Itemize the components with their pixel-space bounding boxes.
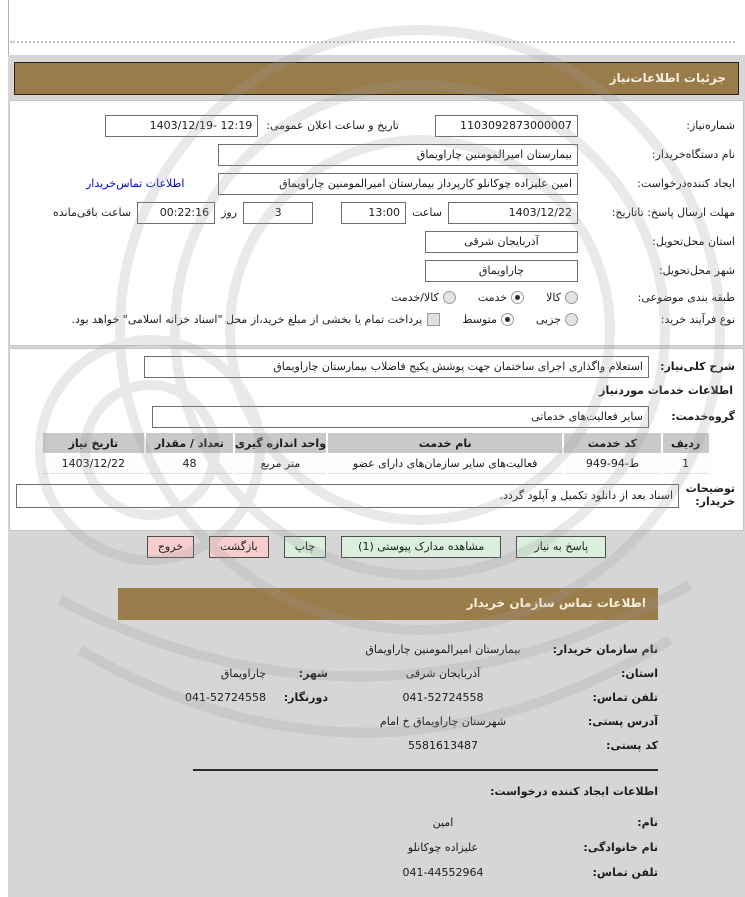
phone-fax-row [118,685,658,709]
radio-partial[interactable] [565,313,578,326]
buyer-contact-link[interactable]: اطلاعات تماس‌خریدار [86,177,185,190]
first-name-value: امین [432,816,454,829]
remaining-time-field: 00:22:16 [137,202,215,224]
service-group-label: گروه‌خدمت: [671,410,735,423]
cell-name: فعالیت‌های سایر سازمان‌های دارای عضو [328,454,562,474]
back-button[interactable]: بازگشت [209,536,269,558]
contact-province-label: استان: [621,666,658,680]
col-amount: تعداد / مقدار [146,433,232,453]
treasury-docs-label: پرداخت تمام یا بخشی از مبلغ خرید،از محل "اسناد خزانه اسلامی" خواهد بود. [71,312,423,326]
delivery-city-field[interactable]: چاراویماق [425,260,578,282]
need-desc-field[interactable]: استعلام واگذاری اجرای ساختمان جهت پوشش پکیج فاضلاب بیمارستان چاراویماق [144,356,649,378]
need-number-field[interactable]: 1103092873000007 [435,115,578,137]
section-divider [193,769,658,771]
creator-phone-row [118,860,658,885]
need-info-panel [9,100,744,346]
creator-label: ایجاد کننده‌درخواست: [637,177,735,190]
radio-medium-label: متوسط [462,312,497,326]
creator-phone-value: 041-44552964 [402,866,484,879]
treasury-docs-checkbox[interactable] [427,313,440,326]
view-docs-button[interactable]: مشاهده مدارک پیوستی (1) [341,536,501,558]
last-name-row [118,835,658,860]
contact-section-title: اطلاعات تماس سازمان خریدار [118,588,658,620]
col-unit: واحد اندازه گیری [235,433,327,453]
buyer-org-row [16,143,735,166]
radio-goods-service-label: کالا/خدمت [391,290,439,304]
org-name-row [118,637,658,661]
table-row[interactable] [43,454,709,474]
last-name-label: نام خانوادگی: [583,841,658,854]
buyer-org-field[interactable]: بیمارستان امیرالمومنین چاراویماق [218,144,578,166]
org-name-value: بیمارستان امیرالمومنین چاراویماق [365,642,521,656]
first-name-label: نام: [637,816,658,829]
services-panel [9,348,744,531]
deadline-row [16,201,735,224]
delivery-city-row [16,259,735,282]
contact-phone-value: 041-52724558 [402,690,484,704]
delivery-province-row [16,230,735,253]
exit-button[interactable]: خروج [147,536,194,558]
process-type-row [16,310,735,328]
radio-service[interactable] [511,291,524,304]
postal-code-label: کد پستی: [606,738,658,752]
postal-code-value: 5581613487 [408,738,478,752]
services-section-title: اطلاعات خدمات موردنیاز [599,384,733,397]
cell-code: ط-94-949 [564,454,661,474]
cell-index: 1 [663,454,709,474]
address-label: آدرس پستی: [587,714,658,728]
cell-amount: 48 [146,454,232,474]
creator-row [16,172,735,195]
need-desc-label: شرح کلی‌نیاز: [660,360,735,373]
service-group-field[interactable]: سایر فعالیت‌های خدماتی [152,406,649,428]
contact-info-block [118,637,658,885]
delivery-city-label: شهر محل‌تحویل: [658,264,735,277]
creator-field[interactable]: امین علیزاده چوکانلو کارپرداز بیمارستان امیرالمومنین چاراویماق [218,173,578,195]
need-number-row [16,114,735,137]
deadline-label: مهلت ارسال پاسخ: تاتاریخ: [611,206,735,219]
page-title: جزئیات اطلاعات‌نیاز [14,62,739,95]
creator-info-title: اطلاعات ایجاد کننده درخواست: [490,785,658,798]
delivery-province-label: استان محل‌تحویل: [652,235,735,248]
province-city-row [118,661,658,685]
col-index: ردیف [663,433,709,453]
buyer-note-field[interactable]: اسناد بعد از دانلود تکمیل و آپلود گردد. [16,484,679,508]
radio-goods[interactable] [565,291,578,304]
need-desc-row [16,355,735,378]
action-buttons [8,536,745,558]
postal-code-row [118,733,658,757]
org-name-label: نام سازمان خریدار: [552,642,658,656]
buyer-note-row [16,483,735,508]
radio-service-label: خدمت [477,290,508,304]
classification-row [16,288,735,306]
deadline-hour-field[interactable]: 13:00 [341,202,406,224]
contact-city-label: شهر: [298,666,328,680]
contact-fax-value: 041-52724558 [185,690,266,704]
delivery-province-field[interactable]: آذربایجان شرقی [425,231,578,253]
contact-fax-label: دورنگار: [283,690,328,704]
deadline-hour-label: ساعت [412,206,442,219]
reply-button[interactable]: پاسخ به نیاز [516,536,606,558]
col-date: تاریخ نیاز [43,433,145,453]
col-code: کد خدمت [564,433,661,453]
contact-city-value: چاراویماق [220,666,266,680]
cell-date: 1403/12/22 [43,454,145,474]
announce-label: تاریخ و ساعت اعلان عمومی: [266,119,399,132]
radio-medium[interactable] [501,313,514,326]
contact-phone-label: تلفن تماس: [592,690,658,704]
services-table-header [43,433,709,453]
deadline-date-field[interactable]: 1403/12/22 [448,202,578,224]
creator-phone-label: تلفن تماس: [592,866,658,879]
contact-province-value: آذربایجان شرقی [405,666,481,680]
service-group-row [16,405,735,428]
deadline-days-label: روز [221,206,238,219]
cell-unit: متر مربع [235,454,327,474]
remaining-time-label: ساعت باقی‌مانده [53,206,132,219]
buyer-org-label: نام دستگاه‌خریدار: [651,148,735,161]
process-type-label: نوع فرآیند خرید: [660,312,735,326]
radio-goods-label: کالا [546,290,561,304]
last-name-value: علیزاده چوکانلو [407,841,479,854]
col-name: نام خدمت [328,433,562,453]
deadline-days-field[interactable]: 3 [243,202,313,224]
radio-goods-service[interactable] [443,291,456,304]
address-row [118,709,658,733]
dotted-separator [10,41,735,43]
first-name-row [118,810,658,835]
main-area [8,55,745,897]
need-number-label: شماره‌نیاز: [686,119,735,132]
radio-partial-label: جزیی [535,312,561,326]
announce-datetime-field[interactable]: 1403/12/19- 12:19 [105,115,258,137]
print-button[interactable]: چاپ [284,536,327,558]
classification-label: طبقه بندی موضوعی: [637,290,735,304]
address-value: شهرستان چاراویماق خ امام [379,714,507,728]
buyer-note-label: توضیحات خریدار: [685,482,735,508]
services-table [41,432,711,475]
